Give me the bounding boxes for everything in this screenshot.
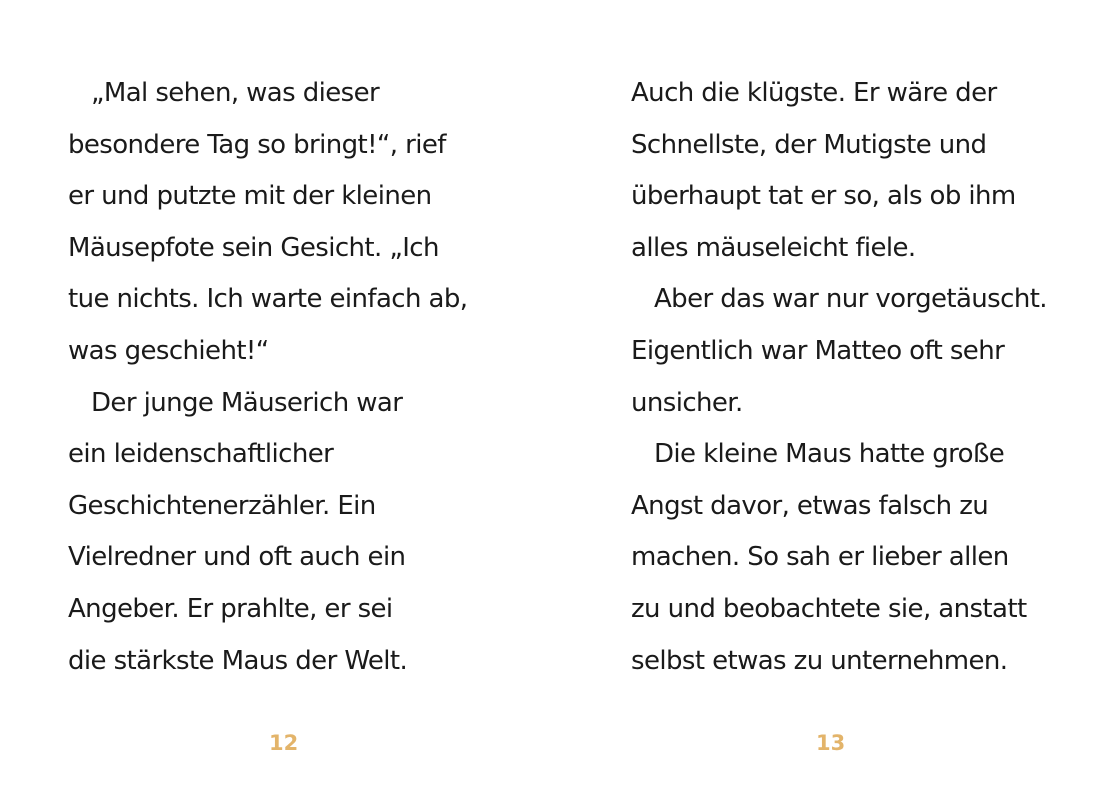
text-line: zu und beobachtete sie, anstatt xyxy=(631,593,1027,624)
text-line: machen. So sah er lieber allen xyxy=(631,542,1009,573)
text-line: Der junge Mäuserich war xyxy=(91,387,403,418)
text-line: Angeber. Er prahlte, er sei xyxy=(68,593,393,624)
text-line: er und putzte mit der kleinen xyxy=(68,181,432,212)
text-line: die stärkste Maus der Welt. xyxy=(68,645,408,676)
text-line: Aber das war nur vorgetäuscht. xyxy=(654,284,1047,315)
text-line: was geschieht!“ xyxy=(68,335,269,366)
text-line: Eigentlich war Matteo oft sehr xyxy=(631,335,1005,366)
text-line: Die kleine Maus hatte große xyxy=(654,439,1005,470)
text-line: besondere Tag so bringt!“, rief xyxy=(68,129,446,160)
text-line: selbst etwas zu unternehmen. xyxy=(631,645,1008,676)
text-line: unsicher. xyxy=(631,387,743,418)
page-number-left: 12 xyxy=(269,731,299,755)
text-line: Mäusepfote sein Gesicht. „Ich xyxy=(68,232,439,263)
page-number-right: 13 xyxy=(816,731,846,755)
text-line: ein leidenschaftlicher xyxy=(68,439,334,470)
text-line: Angst davor, etwas falsch zu xyxy=(631,490,989,521)
text-line: Geschichtenerzähler. Ein xyxy=(68,490,376,521)
text-line: tue nichts. Ich warte einfach ab, xyxy=(68,284,468,315)
left-page xyxy=(0,0,553,785)
text-line: Schnellste, der Mutigste und xyxy=(631,129,987,160)
right-page xyxy=(553,0,1107,785)
text-line: überhaupt tat er so, als ob ihm xyxy=(631,181,1016,212)
text-line: Vielredner und oft auch ein xyxy=(68,542,406,573)
text-line: Auch die klügste. Er wäre der xyxy=(631,78,997,108)
text-line: „Mal sehen, was dieser xyxy=(91,78,380,108)
right-page-text xyxy=(631,68,1047,687)
text-line: alles mäuseleicht fiele. xyxy=(631,232,916,263)
left-page-text xyxy=(68,68,467,687)
